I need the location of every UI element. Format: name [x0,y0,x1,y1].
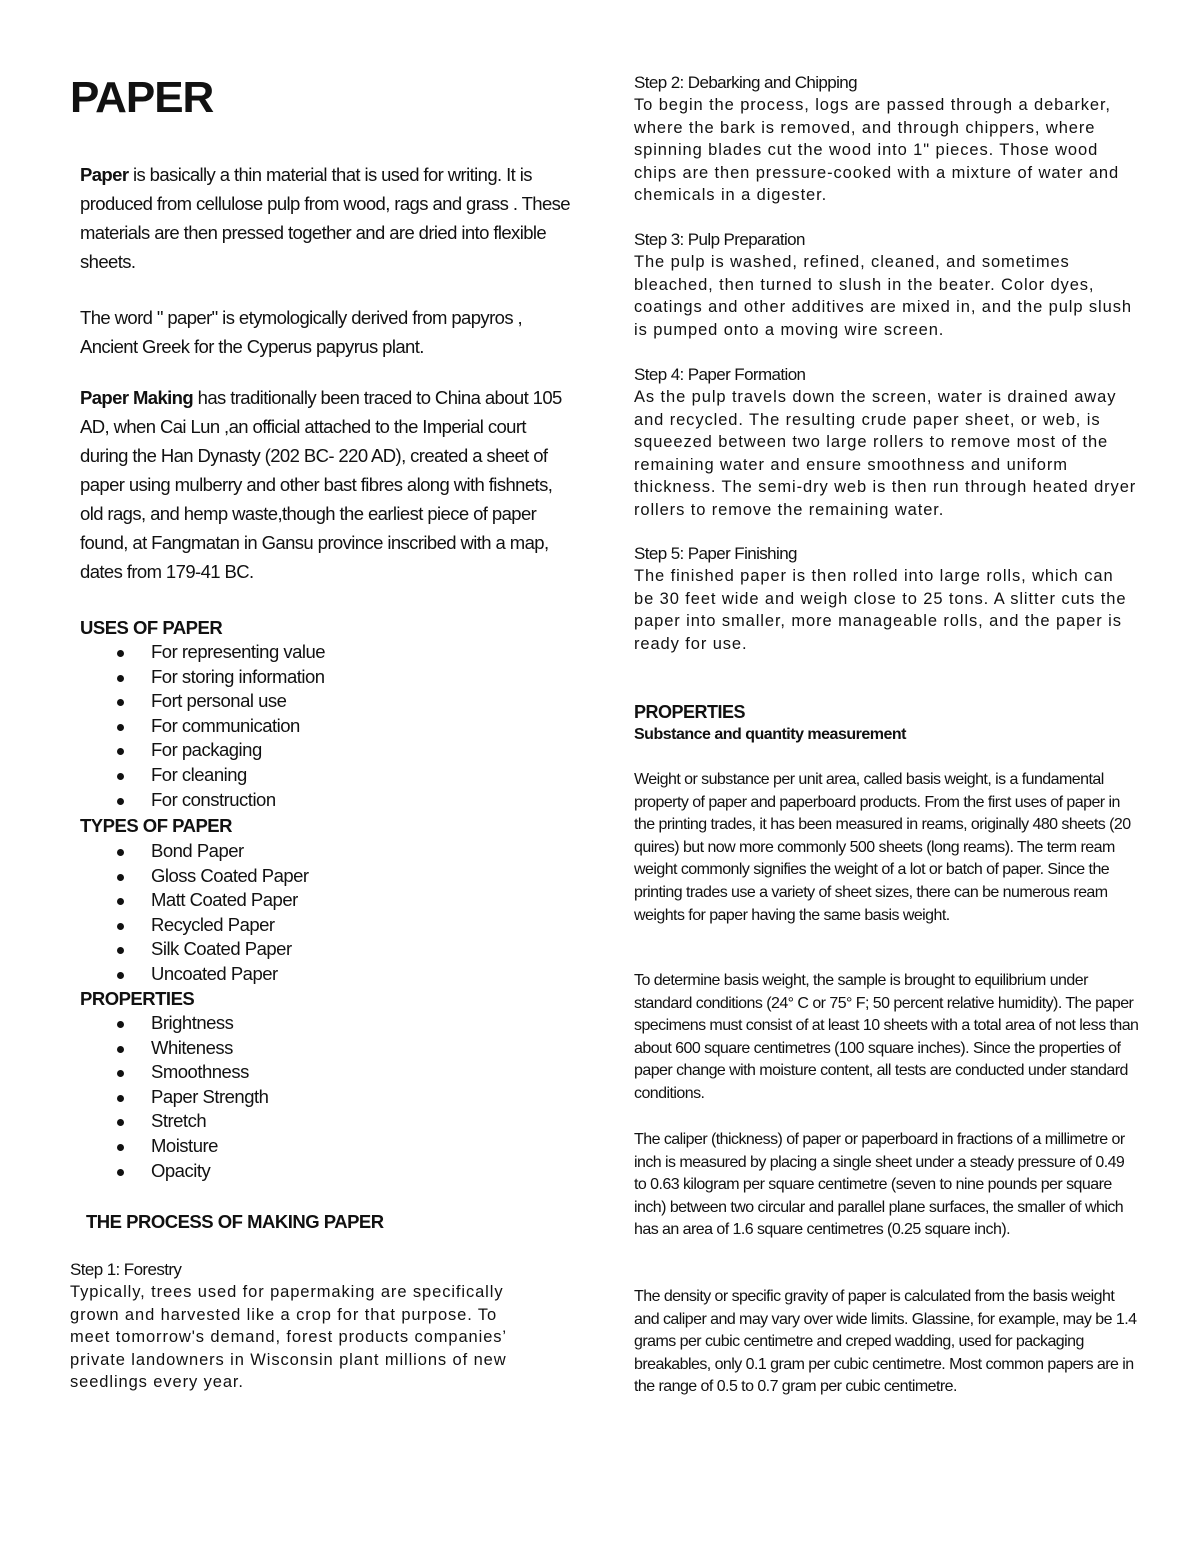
list-item: For packaging [80,738,325,763]
list-item: Bond Paper [80,839,309,864]
list-item: For communication [80,714,325,739]
intro-history-text: has traditionally been traced to China about 105 AD, when Cai Lun ,an official attached to the Imperial court during the Han Dynasty (202 BC- 220 AD), created a sheet of paper using mulberry and other bast fibres along with fishnets, old rags, and hemp waste,though the earliest piece of paper found, at Fangmatan in Gansu province inscribed with a map, dates from 179-41 BC. [80,387,562,582]
list-item: Opacity [80,1159,268,1184]
process-step-3 [634,229,1139,341]
list-item: Uncoated Paper [80,962,309,987]
intro-term-paper-making: Paper Making [80,387,194,408]
properties-list [80,1011,268,1183]
list-item: Stretch [80,1109,268,1134]
step-body: The finished paper is then rolled into large rolls, which can be 30 feet wide and weigh close to 25 tons. A slitter cuts the paper into smaller, more manageable rolls, and the paper is ready for use. [634,567,1127,653]
list-item: Recycled Paper [80,913,309,938]
step-body: To begin the process, logs are passed through a debarker, where the bark is removed, and through chippers, where spinning blades cut the wood into 1" pieces. Those wood chips are then pressure-cooked with a mixture of water and chemicals in a digester. [634,96,1120,205]
properties-paragraph-caliper: The caliper (thickness) of paper or paperboard in fractions of a millimetre or inch is measured by placing a single sheet under a steady pressure of 0.49 to 0.63 kilogram per square centimetre (seven to nine pounds per square inch) between two circular and parallel plane surfaces, the smaller of which has an area of 1.6 square centimetres (0.25 square inch). [634,1131,1125,1239]
page-title: PAPER [70,73,214,122]
types-list [80,839,309,987]
step-title: Step 2: Debarking and Chipping [634,73,857,92]
step-title: Step 1: Forestry [70,1260,182,1279]
list-item: Fort personal use [80,689,325,714]
process-step-1 [70,1259,540,1394]
properties-paragraph-density: The density or specific gravity of paper is calculated from the basis weight and caliper and may vary over wide limits. Glassine, for example, may be 1.4 grams per cubic centimetre and creped wadding, used for packaging breakables, only 0.1 gram per cubic centimetre. Most common papers are in the range of 0.5 to 0.7 gram per cubic centimetre. [634,1288,1137,1396]
types-heading: TYPES OF PAPER [80,815,232,836]
list-item: For construction [80,788,325,813]
list-item: Moisture [80,1134,268,1159]
list-item: Matt Coated Paper [80,888,309,913]
uses-heading: USES OF PAPER [80,617,223,638]
step-body: As the pulp travels down the screen, water is drained away and recycled. The resulting crude paper sheet, or web, is squeezed between two large rollers to remove most of the remaining water and ensure smoothness and uniform thickness. The semi-dry web is then run through heated dryer rollers to remove the remaining water. [634,388,1137,519]
intro-paragraph-etymology: The word " paper" is etymologically derived from papyros , Ancient Greek for the Cyperus papyrus plant. [80,307,523,357]
list-item: Gloss Coated Paper [80,864,309,889]
process-step-4 [634,364,1139,522]
properties-heading: PROPERTIES [634,702,746,722]
intro-term-paper: Paper [80,164,129,185]
list-item: Smoothness [80,1060,268,1085]
properties-list-heading: PROPERTIES [80,988,195,1009]
properties-subheading: Substance and quantity measurement [634,726,906,743]
list-item: Silk Coated Paper [80,937,309,962]
intro-paragraph-history [80,383,570,586]
properties-paragraph-determine: To determine basis weight, the sample is brought to equilibrium under standard conditions (24° C or 75° F; 50 percent relative humidity). The paper specimens must consist of at least 10 sheets with a total area of not less than about 600 square centimetres (100 square inches). Since the properties of paper change with moisture content, all tests are conducted under standard conditions. [634,972,1139,1102]
process-step-2 [634,72,1139,207]
list-item: For storing information [80,665,325,690]
process-heading: THE PROCESS OF MAKING PAPER [86,1211,384,1232]
step-body: Typically, trees used for papermaking are specifically grown and harvested like a crop for that purpose. To meet tomorrow's demand, forest products companies’ private landowners in Wisconsin plant millions of new seedlings every year. [70,1283,507,1392]
list-item: Paper Strength [80,1085,268,1110]
step-title: Step 5: Paper Finishing [634,544,797,563]
step-title: Step 4: Paper Formation [634,365,806,384]
list-item: Whiteness [80,1036,268,1061]
list-item: For representing value [80,640,325,665]
intro-definition-text: is basically a thin material that is used for writing. It is produced from cellulose pulp from wood, rags and grass . These materials are then pressed together and are dried into flexible sheets. [80,164,570,272]
process-step-5 [634,543,1139,655]
uses-list [80,640,325,812]
step-title: Step 3: Pulp Preparation [634,230,805,249]
properties-paragraph-basis-weight: Weight or substance per unit area, called basis weight, is a fundamental property of paper and paperboard products. From the first uses of paper in the printing trades, it has been measured in reams, originally 480 sheets (20 quires) but now more commonly 500 sheets (long reams). The term ream weight commonly signifies the weight of a lot or batch of paper. Since the printing trades use a variety of sheet sizes, there can be numerous ream weights for paper having the same basis weight. [634,771,1131,924]
list-item: For cleaning [80,763,325,788]
step-body: The pulp is washed, refined, cleaned, and sometimes bleached, then turned to slush in the beater. Color dyes, coatings and other additives are mixed in, and the pulp slush is pumped onto a moving wire screen. [634,253,1132,339]
intro-paragraph-definition [80,160,570,276]
list-item: Brightness [80,1011,268,1036]
